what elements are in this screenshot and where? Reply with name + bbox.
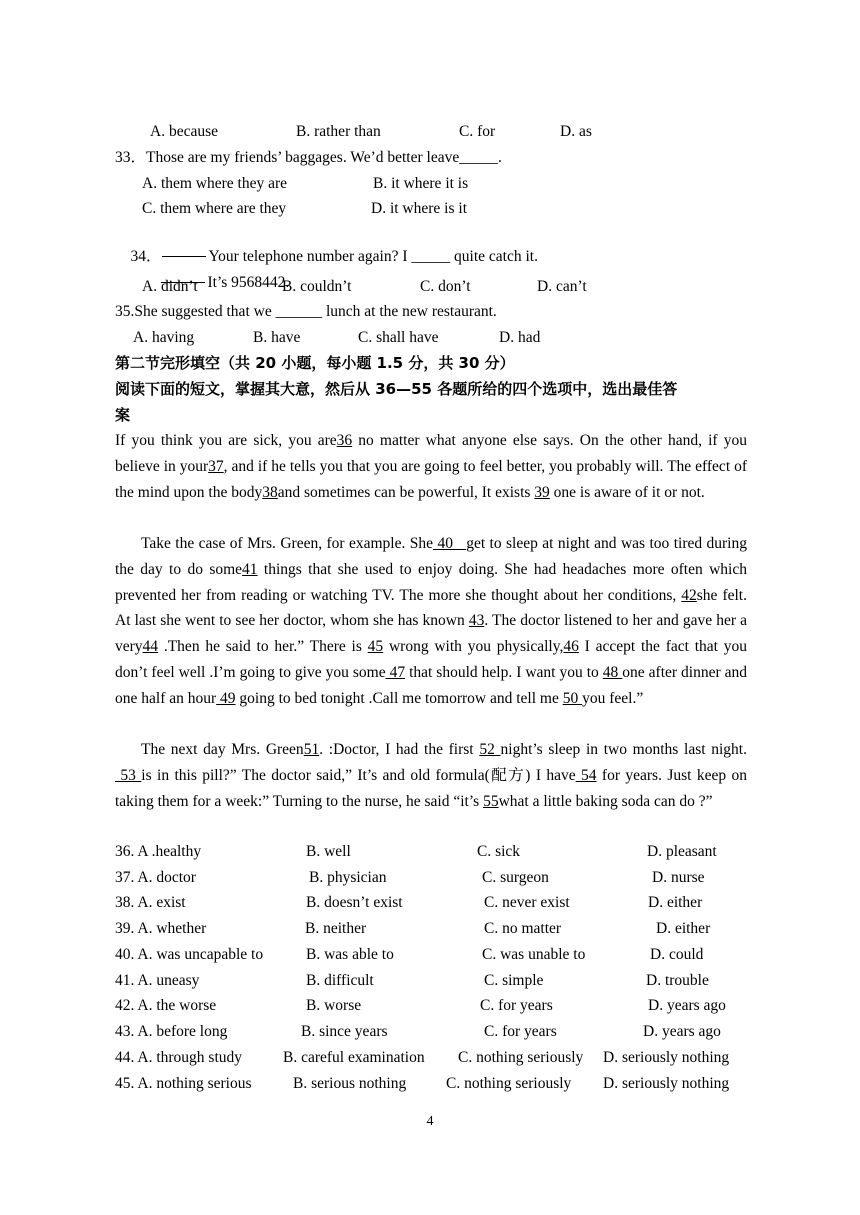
choice-c: C. surgeon bbox=[482, 869, 549, 886]
choice-a: 39. A. whether bbox=[115, 920, 207, 937]
choice-a: 40. A. was uncapable to bbox=[115, 946, 264, 963]
blank-47: 47 bbox=[385, 663, 406, 681]
q34-dialogue-2: It’s 9568442. bbox=[207, 274, 290, 291]
q33-stem: 33．Those are my friends’ baggages. We’d better leave_____. bbox=[115, 149, 502, 166]
q35-option-d: D. had bbox=[499, 329, 541, 346]
q32-option-b: B. rather than bbox=[296, 123, 381, 140]
blank-43: 43 bbox=[468, 612, 485, 630]
blank-40: 40 bbox=[433, 535, 467, 552]
q35-option-a: A. having bbox=[133, 329, 195, 346]
choice-d: D. seriously nothing bbox=[603, 1049, 730, 1066]
choice-a: 42. A. the worse bbox=[115, 997, 217, 1014]
choice-c: C. never exist bbox=[484, 894, 570, 911]
passage-text: If you think you are sick, you are bbox=[115, 432, 337, 449]
passage-text: I accept the fact that you don’t feel well .I’m going to give you some bbox=[115, 638, 747, 681]
q34-option-d: D. can’t bbox=[537, 278, 587, 295]
choice-d: D. nurse bbox=[652, 869, 705, 886]
choice-d: D. years ago bbox=[648, 997, 726, 1014]
passage-text: . The doctor listened to her and gave her a very bbox=[115, 612, 747, 656]
section-instruction-1: 阅读下面的短文，掌握其大意，然后从 36—55 各题所给的四个选项中，选出最佳答 bbox=[115, 380, 678, 398]
passage-text: you feel.” bbox=[582, 689, 644, 707]
blank-45: 45 bbox=[367, 638, 384, 656]
passage-paragraph-1 bbox=[115, 428, 747, 505]
blank-50: 50 bbox=[562, 689, 583, 707]
blank-38: 38 bbox=[262, 483, 278, 501]
choice-c: C. for years bbox=[480, 997, 553, 1014]
passage-text: going to bed tonight .Call me tomorrow and tell me bbox=[235, 689, 563, 707]
choice-d: D. could bbox=[650, 946, 704, 963]
passage-text: is in this pill?” The doctor said,” It’s and old formula(配方) I have bbox=[141, 766, 576, 784]
choice-b: B. physician bbox=[309, 869, 387, 886]
q35-option-c: C. shall have bbox=[358, 329, 439, 346]
choice-a: 43. A. before long bbox=[115, 1023, 228, 1040]
passage-paragraph-2 bbox=[115, 531, 747, 712]
choice-d: D. seriously nothing bbox=[603, 1075, 730, 1092]
passage-text: get to sleep at night and was too tired during the day to do some bbox=[115, 535, 747, 578]
choice-row bbox=[115, 970, 755, 992]
choice-c: C. simple bbox=[484, 972, 544, 989]
choice-c: C. nothing seriously bbox=[458, 1049, 584, 1066]
q33-option-d: D. it where is it bbox=[371, 200, 467, 217]
q35-options bbox=[115, 327, 755, 349]
q34-number: 34． bbox=[130, 248, 162, 265]
choice-row bbox=[115, 867, 755, 889]
q34-dialogue-1: Your telephone number again? I _____ quite catch it. bbox=[208, 248, 538, 265]
passage-text: one is aware of it or not. bbox=[549, 483, 705, 501]
section-title: 第二节完形填空（共 20 小题，每小题 1.5 分，共 30 分） bbox=[115, 354, 515, 372]
blank-52: 52 bbox=[479, 741, 501, 758]
passage-text: . :Doctor, I had the first bbox=[319, 741, 480, 758]
choice-b: B. worse bbox=[306, 997, 362, 1014]
choice-row bbox=[115, 944, 755, 966]
choice-a: 45. A. nothing serious bbox=[115, 1075, 252, 1092]
blank-46: 46 bbox=[563, 638, 579, 656]
choice-c: C. no matter bbox=[484, 920, 562, 937]
choice-c: C. for years bbox=[484, 1023, 557, 1040]
choice-b: B. was able to bbox=[306, 946, 394, 963]
choice-row bbox=[115, 918, 755, 940]
q35-stem: 35.She suggested that we ______ lunch at the new restaurant. bbox=[115, 303, 497, 320]
blank-37: 37 bbox=[208, 457, 224, 475]
choice-a: 38. A. exist bbox=[115, 894, 186, 911]
q33-option-a: A. them where they are bbox=[142, 175, 288, 192]
choice-row bbox=[115, 892, 755, 914]
passage-text: what a little baking soda can do ?” bbox=[498, 792, 713, 810]
q32-option-c: C. for bbox=[459, 123, 496, 140]
q33-option-b: B. it where it is bbox=[373, 175, 469, 192]
blank-36: 36 bbox=[336, 432, 353, 449]
blank-44: 44 bbox=[142, 638, 159, 656]
choice-row bbox=[115, 1073, 755, 1095]
choice-b: B. serious nothing bbox=[293, 1075, 407, 1092]
choice-b: B. careful examination bbox=[283, 1049, 425, 1066]
choice-d: D. trouble bbox=[646, 972, 709, 989]
q34-option-b: B. couldn’t bbox=[282, 278, 352, 295]
passage-text: things that she used to enjoy doing. She had headaches more often which prevented her from reading or watching TV. The more she thought about her conditions, bbox=[115, 560, 747, 604]
passage-text: no matter what anyone else says. On the other hand, if you believe in your bbox=[115, 432, 747, 475]
passage-text: Take the case of Mrs. Green, for example. She bbox=[141, 535, 434, 552]
choice-d: D. pleasant bbox=[647, 843, 717, 860]
q34-option-c: C. don’t bbox=[420, 278, 471, 295]
choice-d: D. years ago bbox=[643, 1023, 721, 1040]
choice-c: C. nothing seriously bbox=[446, 1075, 572, 1092]
choice-a: 36. A .healthy bbox=[115, 843, 202, 860]
choice-c: C. sick bbox=[477, 843, 521, 860]
passage-text: wrong with you physically, bbox=[383, 638, 564, 656]
choice-row bbox=[115, 841, 755, 863]
passage-text: one after dinner and one half an hour bbox=[115, 663, 748, 707]
blank-53: 53 bbox=[115, 766, 142, 784]
choice-row bbox=[115, 995, 755, 1017]
q32-option-d: D. as bbox=[560, 123, 592, 140]
blank-48: 48 bbox=[602, 663, 623, 681]
choice-a: 44. A. through study bbox=[115, 1049, 243, 1066]
choice-d: D. either bbox=[656, 920, 711, 937]
passage-text: , and if he tells you that you are going to feel better, you probably will. The effect of the mind upon the body bbox=[115, 457, 747, 501]
choice-d: D. either bbox=[648, 894, 703, 911]
q33-options-row2 bbox=[115, 198, 755, 220]
q32-option-a: A. because bbox=[150, 123, 218, 140]
q32-options bbox=[115, 121, 755, 143]
blank-55: 55 bbox=[483, 792, 499, 810]
passage-text: that should help. I want you to bbox=[405, 663, 603, 681]
passage-paragraph-3 bbox=[115, 737, 747, 814]
choice-c: C. was unable to bbox=[482, 946, 586, 963]
q34-options bbox=[115, 276, 755, 298]
page-number: 4 bbox=[426, 1114, 434, 1129]
q33-option-c: C. them where are they bbox=[142, 200, 287, 217]
q33-options-row1 bbox=[115, 173, 755, 195]
passage-text: she felt. At last she went to see her doctor, whom she has known bbox=[115, 586, 747, 630]
passage-text: night’s sleep in two months last night. bbox=[500, 741, 747, 758]
blank-51: 51 bbox=[303, 741, 320, 758]
choice-b: B. doesn’t exist bbox=[306, 894, 403, 911]
blank-42: 42 bbox=[681, 586, 697, 604]
blank-41: 41 bbox=[242, 560, 258, 578]
q35-option-b: B. have bbox=[253, 329, 301, 346]
blank-54: 54 bbox=[575, 766, 597, 784]
choice-row bbox=[115, 1021, 755, 1043]
passage-text: for years. Just keep on taking them for a week:” Turning to the nurse, he said “it’s bbox=[115, 766, 748, 810]
section-instruction-2: 案 bbox=[115, 406, 131, 424]
choice-a: 37. A. doctor bbox=[115, 869, 196, 886]
choice-a: 41. A. uneasy bbox=[115, 972, 200, 989]
choice-b: B. difficult bbox=[306, 972, 374, 989]
choice-b: B. neither bbox=[305, 920, 367, 937]
choice-b: B. since years bbox=[301, 1023, 388, 1040]
choice-b: B. well bbox=[306, 843, 351, 860]
q34-option-a: A. didn’t bbox=[142, 278, 198, 295]
passage-text: and sometimes can be powerful, It exists bbox=[277, 483, 535, 501]
passage-text: The next day Mrs. Green bbox=[141, 741, 304, 758]
blank-39: 39 bbox=[534, 483, 550, 501]
passage-text: .Then he said to her.” There is bbox=[158, 638, 368, 656]
blank-49: 49 bbox=[216, 689, 236, 707]
choice-row bbox=[115, 1047, 755, 1069]
